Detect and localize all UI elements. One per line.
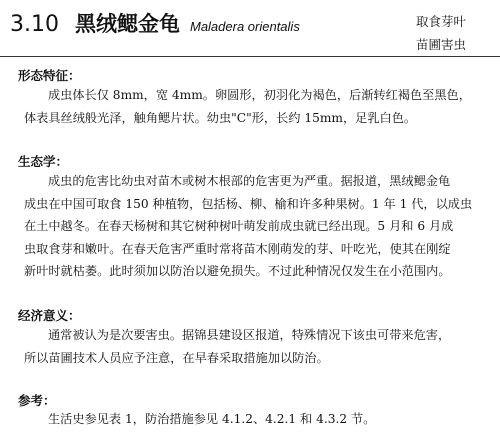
morphology-line: 体表具丝绒般光泽，触角鳃片状。幼虫"C"形，长约 15mm，足乳白色。 [24,110,417,125]
morphology-paragraph [24,84,479,129]
ecology-line: 在土中越冬。在春天杨树和其它树种树叶萌发前成虫就已经出现。5 月和 6 月成 [24,219,454,233]
ecology-paragraph [24,170,479,283]
reference-heading: 参考： [18,393,56,408]
header-divider [0,56,500,57]
species-common-name: 黑绒鳃金龟 [74,12,180,36]
economic-heading: 经济意义： [18,308,81,323]
ecology-heading: 生态学： [18,154,69,169]
economic-line: 通常被认为是次要害虫。据锦县建设区报道，特殊情况下该虫可带来危害， [48,328,451,342]
title-row [10,8,300,38]
ecology-line: 成虫的危害比幼虫对苗木或树木根部的危害更为严重。据报道，黑绒鳃金龟 [48,174,451,188]
ecology-line: 虫取食芽和嫩叶。在春天危害严重时常将苗木刚萌发的芽、叶吃光，使其在刚绽 [24,241,451,256]
ecology-line: 新叶时就枯萎。此时须加以防治以避免损失。不过此种情况仅发生在小范围内。 [24,264,451,278]
tag-nursery-pest: 苗圃害虫 [416,37,467,52]
pest-tags [416,10,486,56]
economic-line: 所以苗圃技术人员应予注意，在早春采取措施加以防治。 [24,350,329,365]
ecology-line: 成虫在中国可取食 150 种植物，包括杨、柳、榆和许多种果树。1 年 1 代，以成虫 [24,196,473,211]
tag-feeding: 取食芽叶 [416,14,467,29]
section-number: 3.10 [10,12,59,37]
morphology-line: 成虫体长仅 8mm，宽 4mm。卵圆形，初羽化为褐色，后渐转红褐色至黑色， [48,88,471,102]
morphology-heading: 形态特征： [18,68,81,83]
reference-paragraph [24,408,479,431]
species-latin-name: Maladera orientalis [189,19,300,34]
economic-paragraph [24,324,479,369]
reference-line: 生活史参见表 1，防治措施参见 4.1.2、4.2.1 和 4.3.2 节。 [48,412,376,426]
